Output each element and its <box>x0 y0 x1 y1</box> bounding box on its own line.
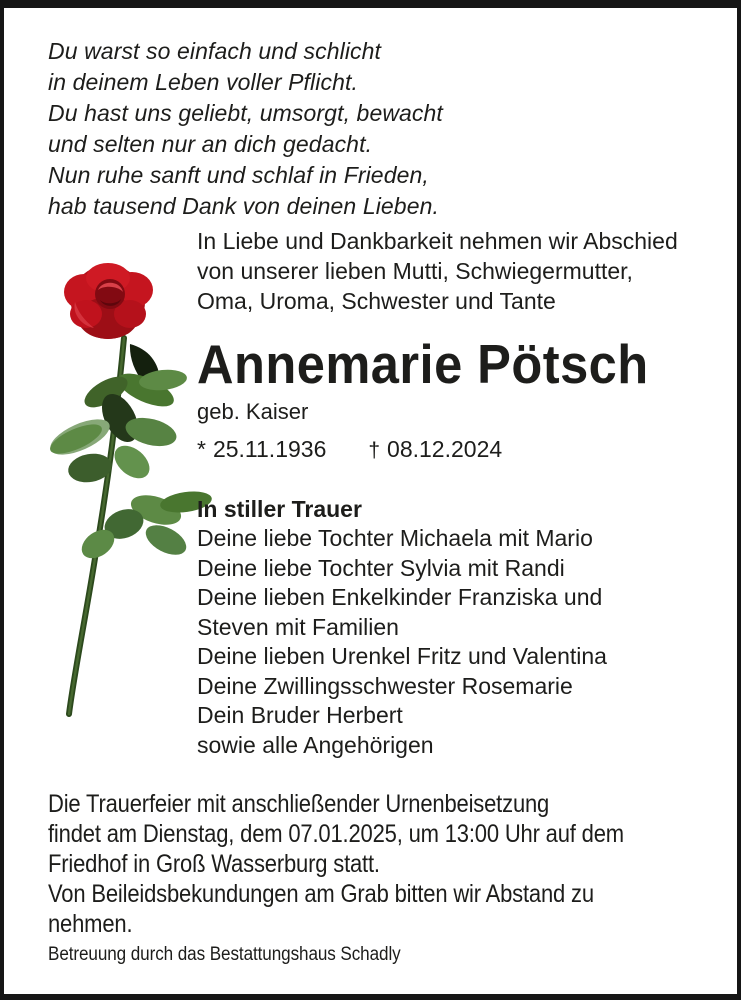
poem-line: Du warst so einfach und schlicht <box>48 38 382 64</box>
intro-line: von unserer lieben Mutti, Schwiegermutter, <box>197 258 633 284</box>
mourning-header: In stiller Trauer <box>197 496 362 522</box>
funeral-line: Von Beileidsbekundungen am Grab bitten wir Abstand zu <box>48 880 594 908</box>
poem-line: und selten nur an dich gedacht. <box>48 131 373 157</box>
death-date: † 08.12.2024 <box>368 434 502 466</box>
funeral-line: Die Trauerfeier mit anschließender Urnenbeisetzung <box>48 790 550 818</box>
birth-date: * 25.11.1936 <box>197 436 327 462</box>
mourner-line: Deine liebe Tochter Michaela mit Mario <box>197 525 593 551</box>
death-cross-icon: † <box>368 439 381 462</box>
poem-line: hab tausend Dank von deinen Lieben. <box>48 193 439 219</box>
funeral-line: findet am Dienstag, dem 07.01.2025, um 13:00 Uhr auf dem <box>48 820 624 848</box>
funeral-home-note: Betreuung durch das Bestattungshaus Schadly <box>48 944 401 965</box>
deceased-name: Annemarie Pötsch <box>197 333 649 395</box>
mourner-line: Deine lieben Enkelkinder Franziska und <box>197 584 603 610</box>
poem-line: in deinem Leben voller Pflicht. <box>48 69 358 95</box>
poem-line: Nun ruhe sanft und schlaf in Frieden, <box>48 162 429 188</box>
funeral-line: Friedhof in Groß Wasserburg statt. <box>48 850 380 878</box>
funeral-info <box>48 789 702 939</box>
mourner-list <box>197 524 717 760</box>
intro-line: Oma, Uroma, Schwester und Tante <box>197 288 556 314</box>
mourner-line: Deine lieben Urenkel Fritz und Valentina <box>197 643 607 669</box>
mourner-line: Deine Zwillingsschwester Rosemarie <box>197 672 573 699</box>
mourner-line: Deine liebe Tochter Sylvia mit Randi <box>197 554 565 581</box>
memorial-poem <box>48 36 443 222</box>
mourner-line: sowie alle Angehörigen <box>197 731 434 758</box>
poem-line: Du hast uns geliebt, umsorgt, bewacht <box>48 100 443 126</box>
intro-line: In Liebe und Dankbarkeit nehmen wir Abschied <box>197 228 678 254</box>
life-dates <box>197 434 717 466</box>
announcement-column <box>197 226 717 760</box>
born-star-icon: * <box>197 436 206 462</box>
maiden-name: geb. Kaiser <box>197 399 309 424</box>
funeral-line: nehmen. <box>48 910 133 938</box>
mourner-line: Steven mit Familien <box>197 613 399 640</box>
mourner-line: Dein Bruder Herbert <box>197 702 403 728</box>
